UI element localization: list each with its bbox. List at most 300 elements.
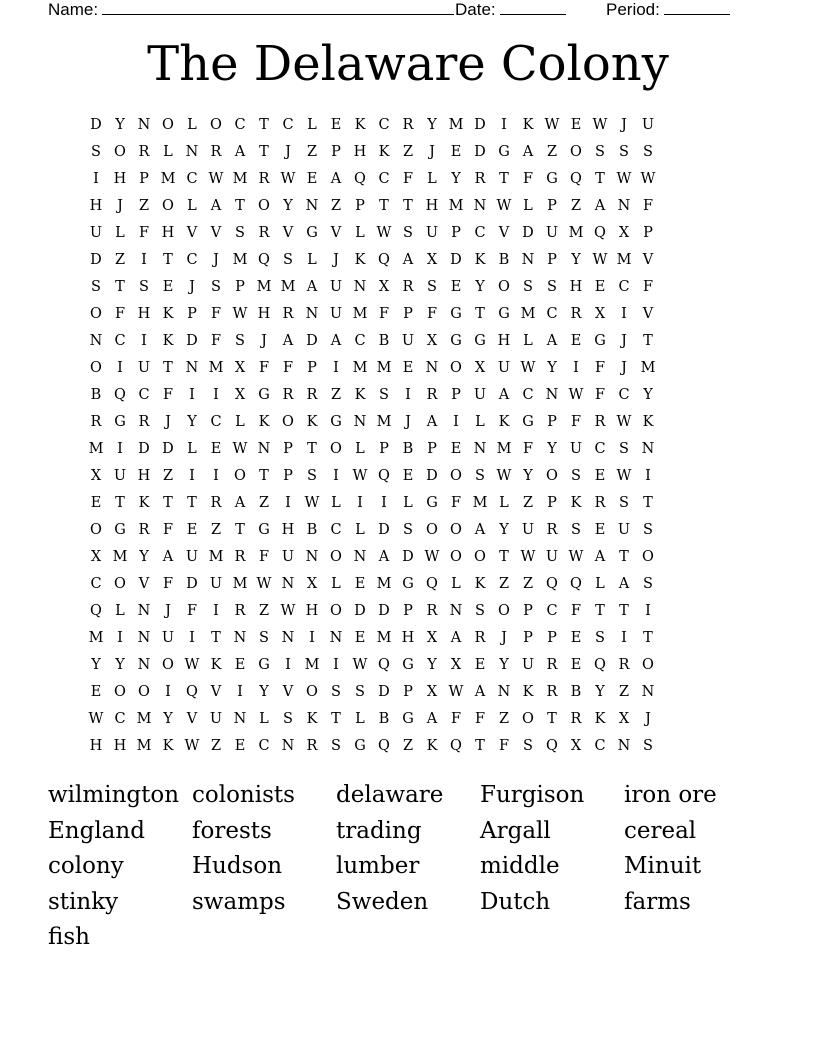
grid-letter[interactable]: M (136, 711, 152, 727)
grid-letter[interactable]: O (642, 549, 654, 565)
grid-letter[interactable]: Y (91, 657, 101, 673)
grid-letter[interactable]: X (570, 738, 582, 754)
grid-letter[interactable]: M (112, 549, 128, 565)
grid-letter[interactable]: P (139, 171, 149, 187)
grid-letter[interactable]: W (376, 225, 392, 241)
grid-letter[interactable]: Y (547, 441, 557, 457)
grid-letter[interactable]: H (305, 603, 319, 619)
grid-letter[interactable]: R (546, 522, 558, 538)
grid-letter[interactable]: X (426, 252, 438, 268)
grid-letter[interactable]: Y (499, 657, 509, 673)
grid-letter[interactable]: K (306, 414, 318, 430)
grid-letter[interactable]: U (545, 225, 559, 241)
grid-letter[interactable]: S (91, 144, 101, 160)
grid-letter[interactable]: Q (570, 171, 582, 187)
grid-letter[interactable]: N (329, 630, 343, 646)
grid-letter[interactable]: Q (546, 738, 558, 754)
grid-letter[interactable]: I (333, 657, 339, 673)
grid-letter[interactable]: W (544, 117, 560, 133)
grid-letter[interactable]: Z (138, 198, 150, 214)
grid-letter[interactable]: O (642, 657, 654, 673)
grid-letter[interactable]: I (189, 630, 195, 646)
grid-letter[interactable]: I (117, 630, 123, 646)
grid-letter[interactable]: D (90, 117, 102, 133)
grid-letter[interactable]: L (523, 333, 533, 349)
grid-letter[interactable]: D (186, 333, 198, 349)
grid-letter[interactable]: D (378, 522, 390, 538)
grid-letter[interactable]: V (186, 225, 198, 241)
grid-letter[interactable]: P (523, 630, 533, 646)
grid-letter[interactable]: R (618, 657, 630, 673)
grid-letter[interactable]: Q (90, 603, 102, 619)
grid-letter[interactable]: H (281, 522, 295, 538)
grid-letter[interactable]: P (283, 468, 293, 484)
grid-letter[interactable]: W (208, 171, 224, 187)
grid-letter[interactable]: B (570, 684, 582, 700)
grid-letter[interactable]: W (304, 495, 320, 511)
grid-letter[interactable]: A (426, 711, 438, 727)
grid-letter[interactable]: G (402, 657, 414, 673)
grid-letter[interactable]: T (163, 495, 173, 511)
grid-letter[interactable]: O (282, 414, 294, 430)
grid-letter[interactable]: E (570, 117, 582, 133)
grid-letter[interactable]: I (285, 657, 291, 673)
grid-letter[interactable]: L (163, 144, 173, 160)
period-field[interactable] (606, 0, 730, 19)
grid-letter[interactable]: R (402, 117, 414, 133)
grid-letter[interactable]: S (139, 279, 149, 295)
grid-letter[interactable]: J (621, 360, 627, 376)
grid-letter[interactable]: D (474, 144, 486, 160)
grid-letter[interactable]: D (402, 549, 414, 565)
grid-letter[interactable]: O (90, 522, 102, 538)
grid-letter[interactable]: J (645, 711, 651, 727)
grid-letter[interactable]: P (523, 603, 533, 619)
grid-letter[interactable]: W (616, 414, 632, 430)
grid-letter[interactable]: G (114, 522, 126, 538)
grid-letter[interactable]: S (235, 225, 245, 241)
grid-letter[interactable]: F (210, 333, 222, 349)
grid-letter[interactable]: M (232, 171, 248, 187)
grid-letter[interactable]: N (305, 306, 319, 322)
grid-letter[interactable]: S (571, 522, 581, 538)
grid-letter[interactable]: T (211, 630, 221, 646)
grid-letter[interactable]: T (475, 306, 485, 322)
grid-letter[interactable]: W (280, 603, 296, 619)
grid-letter[interactable]: S (235, 333, 245, 349)
grid-letter[interactable]: H (569, 279, 583, 295)
grid-letter[interactable]: Q (186, 684, 198, 700)
grid-letter[interactable]: J (429, 144, 435, 160)
grid-letter[interactable]: M (568, 225, 584, 241)
grid-letter[interactable]: S (283, 252, 293, 268)
grid-letter[interactable]: W (568, 549, 584, 565)
grid-letter[interactable]: V (210, 225, 222, 241)
grid-letter[interactable]: P (307, 360, 317, 376)
grid-letter[interactable]: E (450, 441, 462, 457)
grid-letter[interactable]: Q (378, 468, 390, 484)
grid-letter[interactable]: Q (114, 387, 126, 403)
grid-letter[interactable]: S (379, 387, 389, 403)
grid-letter[interactable]: F (570, 414, 582, 430)
grid-letter[interactable]: N (353, 414, 367, 430)
grid-letter[interactable]: C (378, 117, 390, 133)
grid-letter[interactable]: M (256, 279, 272, 295)
grid-letter[interactable]: J (117, 198, 123, 214)
grid-letter[interactable]: T (331, 711, 341, 727)
grid-letter[interactable]: K (642, 414, 654, 430)
date-field[interactable] (455, 0, 566, 19)
grid-letter[interactable]: Y (595, 684, 605, 700)
grid-letter[interactable]: I (237, 684, 243, 700)
grid-letter[interactable]: H (353, 144, 367, 160)
grid-letter[interactable]: I (621, 306, 627, 322)
grid-letter[interactable]: L (331, 495, 341, 511)
grid-letter[interactable]: I (573, 360, 579, 376)
grid-letter[interactable]: G (498, 144, 510, 160)
grid-letter[interactable]: R (210, 144, 222, 160)
grid-letter[interactable]: T (643, 630, 653, 646)
grid-letter[interactable]: F (522, 441, 534, 457)
grid-letter[interactable]: A (426, 414, 438, 430)
grid-letter[interactable]: M (472, 495, 488, 511)
grid-letter[interactable]: P (547, 252, 557, 268)
grid-letter[interactable]: A (402, 252, 414, 268)
grid-letter[interactable]: Q (594, 657, 606, 673)
grid-letter[interactable]: U (209, 576, 223, 592)
grid-letter[interactable]: S (547, 279, 557, 295)
grid-letter[interactable]: T (307, 441, 317, 457)
grid-letter[interactable]: Z (402, 738, 414, 754)
grid-letter[interactable]: Z (330, 387, 342, 403)
grid-letter[interactable]: K (354, 252, 366, 268)
grid-letter[interactable]: Z (306, 144, 318, 160)
grid-letter[interactable]: I (405, 387, 411, 403)
grid-letter[interactable]: G (402, 711, 414, 727)
grid-letter[interactable]: N (641, 684, 655, 700)
grid-letter[interactable]: M (520, 306, 536, 322)
grid-letter[interactable]: S (643, 522, 653, 538)
grid-letter[interactable]: C (114, 711, 126, 727)
grid-letter[interactable]: W (616, 468, 632, 484)
grid-letter[interactable]: Z (210, 738, 222, 754)
grid-letter[interactable]: L (355, 225, 365, 241)
grid-letter[interactable]: I (165, 684, 171, 700)
grid-letter[interactable]: R (570, 711, 582, 727)
grid-letter[interactable]: U (113, 468, 127, 484)
grid-letter[interactable]: J (621, 117, 627, 133)
grid-letter[interactable]: E (234, 657, 246, 673)
grid-letter[interactable]: K (306, 711, 318, 727)
grid-letter[interactable]: O (162, 117, 174, 133)
grid-letter[interactable]: A (594, 198, 606, 214)
grid-letter[interactable]: D (138, 441, 150, 457)
grid-letter[interactable]: R (594, 414, 606, 430)
grid-letter[interactable]: N (137, 603, 151, 619)
grid-letter[interactable]: F (522, 171, 534, 187)
grid-letter[interactable]: P (187, 306, 197, 322)
grid-letter[interactable]: C (474, 225, 486, 241)
grid-letter[interactable]: L (523, 198, 533, 214)
grid-letter[interactable]: O (522, 711, 534, 727)
grid-letter[interactable]: P (547, 630, 557, 646)
grid-letter[interactable]: P (355, 198, 365, 214)
grid-letter[interactable]: F (450, 711, 462, 727)
grid-letter[interactable]: M (448, 198, 464, 214)
grid-letter[interactable]: K (162, 333, 174, 349)
grid-letter[interactable]: O (162, 657, 174, 673)
grid-letter[interactable]: F (450, 495, 462, 511)
grid-letter[interactable]: E (210, 441, 222, 457)
grid-letter[interactable]: W (184, 657, 200, 673)
grid-letter[interactable]: N (137, 630, 151, 646)
grid-letter[interactable]: S (643, 738, 653, 754)
grid-letter[interactable]: A (474, 522, 486, 538)
grid-letter[interactable]: R (258, 171, 270, 187)
grid-letter[interactable]: G (450, 333, 462, 349)
grid-letter[interactable]: T (163, 252, 173, 268)
grid-letter[interactable]: T (499, 171, 509, 187)
grid-letter[interactable]: E (450, 144, 462, 160)
grid-letter[interactable]: E (330, 117, 342, 133)
grid-letter[interactable]: T (163, 360, 173, 376)
grid-letter[interactable]: X (426, 630, 438, 646)
grid-letter[interactable]: V (642, 306, 654, 322)
grid-letter[interactable]: U (329, 279, 343, 295)
grid-letter[interactable]: P (235, 279, 245, 295)
grid-letter[interactable]: S (91, 279, 101, 295)
grid-letter[interactable]: M (376, 630, 392, 646)
grid-letter[interactable]: D (354, 603, 366, 619)
grid-letter[interactable]: Y (523, 468, 533, 484)
grid-letter[interactable]: M (448, 117, 464, 133)
grid-letter[interactable]: T (643, 495, 653, 511)
grid-letter[interactable]: V (282, 684, 294, 700)
grid-letter[interactable]: W (256, 576, 272, 592)
grid-letter[interactable]: I (333, 468, 339, 484)
grid-letter[interactable]: Z (162, 468, 174, 484)
grid-letter[interactable]: Z (522, 576, 534, 592)
grid-letter[interactable]: P (451, 387, 461, 403)
grid-letter[interactable]: E (594, 279, 606, 295)
grid-letter[interactable]: F (258, 549, 270, 565)
grid-letter[interactable]: C (282, 117, 294, 133)
grid-letter[interactable]: H (89, 198, 103, 214)
grid-letter[interactable]: O (258, 198, 270, 214)
grid-letter[interactable]: M (232, 576, 248, 592)
grid-letter[interactable]: Z (498, 576, 510, 592)
grid-letter[interactable]: O (114, 576, 126, 592)
grid-letter[interactable]: R (138, 144, 150, 160)
grid-letter[interactable]: L (595, 576, 605, 592)
grid-letter[interactable]: O (474, 549, 486, 565)
grid-letter[interactable]: N (281, 630, 295, 646)
grid-letter[interactable]: M (208, 360, 224, 376)
grid-letter[interactable]: W (232, 441, 248, 457)
grid-letter[interactable]: Q (426, 576, 438, 592)
grid-letter[interactable]: L (259, 711, 269, 727)
grid-letter[interactable]: C (618, 387, 630, 403)
grid-letter[interactable]: B (378, 711, 390, 727)
grid-letter[interactable]: Y (643, 387, 653, 403)
grid-letter[interactable]: N (233, 630, 247, 646)
grid-letter[interactable]: E (570, 657, 582, 673)
grid-letter[interactable]: I (645, 468, 651, 484)
grid-letter[interactable]: Y (427, 657, 437, 673)
grid-letter[interactable]: C (258, 738, 270, 754)
grid-letter[interactable]: S (475, 468, 485, 484)
grid-letter[interactable]: N (233, 711, 247, 727)
grid-letter[interactable]: M (352, 306, 368, 322)
grid-letter[interactable]: J (261, 333, 267, 349)
grid-letter[interactable]: Z (258, 495, 270, 511)
grid-letter[interactable]: M (208, 549, 224, 565)
grid-letter[interactable]: T (475, 738, 485, 754)
grid-letter[interactable]: O (138, 684, 150, 700)
grid-letter[interactable]: A (474, 684, 486, 700)
grid-letter[interactable]: K (426, 738, 438, 754)
grid-letter[interactable]: Y (547, 360, 557, 376)
grid-letter[interactable]: X (474, 360, 486, 376)
grid-letter[interactable]: A (498, 387, 510, 403)
grid-letter[interactable]: S (523, 738, 533, 754)
grid-letter[interactable]: Q (594, 225, 606, 241)
grid-letter[interactable]: I (141, 333, 147, 349)
grid-letter[interactable]: U (545, 549, 559, 565)
grid-letter[interactable]: E (402, 360, 414, 376)
grid-letter[interactable]: E (402, 468, 414, 484)
grid-letter[interactable]: S (595, 144, 605, 160)
grid-letter[interactable]: C (186, 171, 198, 187)
grid-letter[interactable]: D (306, 333, 318, 349)
grid-letter[interactable]: A (618, 576, 630, 592)
grid-letter[interactable]: B (402, 441, 414, 457)
grid-letter[interactable]: Z (258, 603, 270, 619)
grid-letter[interactable]: Z (114, 252, 126, 268)
grid-letter[interactable]: Q (546, 576, 558, 592)
grid-letter[interactable]: O (90, 306, 102, 322)
grid-letter[interactable]: Y (115, 657, 125, 673)
grid-letter[interactable]: L (187, 198, 197, 214)
grid-letter[interactable]: W (424, 549, 440, 565)
grid-letter[interactable]: E (354, 576, 366, 592)
grid-letter[interactable]: N (497, 684, 511, 700)
grid-letter[interactable]: E (162, 279, 174, 295)
name-blank-line[interactable] (102, 0, 454, 15)
grid-letter[interactable]: R (570, 306, 582, 322)
grid-letter[interactable]: V (330, 225, 342, 241)
grid-letter[interactable]: P (547, 495, 557, 511)
grid-letter[interactable]: G (402, 576, 414, 592)
grid-letter[interactable]: O (330, 603, 342, 619)
grid-letter[interactable]: H (113, 738, 127, 754)
grid-letter[interactable]: W (640, 171, 656, 187)
grid-letter[interactable]: H (89, 738, 103, 754)
grid-letter[interactable]: F (426, 306, 438, 322)
grid-letter[interactable]: L (187, 441, 197, 457)
grid-letter[interactable]: I (93, 171, 99, 187)
grid-letter[interactable]: N (425, 360, 439, 376)
grid-letter[interactable]: G (306, 225, 318, 241)
grid-letter[interactable]: S (571, 468, 581, 484)
grid-letter[interactable]: L (499, 495, 509, 511)
grid-letter[interactable]: P (643, 225, 653, 241)
grid-letter[interactable]: E (234, 738, 246, 754)
grid-letter[interactable]: R (426, 603, 438, 619)
grid-letter[interactable]: K (522, 684, 534, 700)
grid-letter[interactable]: S (643, 144, 653, 160)
grid-letter[interactable]: K (474, 576, 486, 592)
grid-letter[interactable]: I (501, 117, 507, 133)
grid-letter[interactable]: R (90, 414, 102, 430)
grid-letter[interactable]: A (162, 549, 174, 565)
grid-letter[interactable]: S (595, 630, 605, 646)
grid-letter[interactable]: S (403, 522, 413, 538)
grid-letter[interactable]: E (186, 522, 198, 538)
grid-letter[interactable]: C (354, 333, 366, 349)
grid-letter[interactable]: C (186, 252, 198, 268)
grid-letter[interactable]: E (594, 468, 606, 484)
grid-letter[interactable]: C (378, 171, 390, 187)
grid-letter[interactable]: R (234, 603, 246, 619)
grid-letter[interactable]: Y (451, 171, 461, 187)
grid-letter[interactable]: N (137, 657, 151, 673)
grid-letter[interactable]: L (331, 576, 341, 592)
grid-letter[interactable]: X (450, 657, 462, 673)
grid-letter[interactable]: U (137, 360, 151, 376)
grid-letter[interactable]: F (402, 171, 414, 187)
grid-letter[interactable]: X (618, 711, 630, 727)
grid-letter[interactable]: N (545, 387, 559, 403)
grid-letter[interactable]: E (90, 495, 102, 511)
grid-letter[interactable]: T (259, 468, 269, 484)
grid-letter[interactable]: U (569, 441, 583, 457)
grid-letter[interactable]: Y (163, 711, 173, 727)
grid-letter[interactable]: N (617, 198, 631, 214)
grid-letter[interactable]: M (640, 360, 656, 376)
grid-letter[interactable]: K (594, 711, 606, 727)
grid-letter[interactable]: W (496, 468, 512, 484)
grid-letter[interactable]: D (522, 225, 534, 241)
grid-letter[interactable]: L (427, 171, 437, 187)
grid-letter[interactable]: H (137, 468, 151, 484)
grid-letter[interactable]: F (162, 576, 174, 592)
grid-letter[interactable]: X (618, 225, 630, 241)
grid-letter[interactable]: U (209, 711, 223, 727)
grid-letter[interactable]: M (616, 252, 632, 268)
grid-letter[interactable]: T (259, 144, 269, 160)
grid-letter[interactable]: G (258, 387, 270, 403)
grid-letter[interactable]: R (594, 495, 606, 511)
grid-letter[interactable]: N (305, 549, 319, 565)
grid-letter[interactable]: O (210, 117, 222, 133)
grid-letter[interactable]: C (114, 333, 126, 349)
grid-letter[interactable]: U (521, 657, 535, 673)
grid-letter[interactable]: W (352, 657, 368, 673)
grid-letter[interactable]: A (450, 630, 462, 646)
grid-letter[interactable]: J (189, 279, 195, 295)
grid-letter[interactable]: P (403, 306, 413, 322)
grid-letter[interactable]: G (546, 171, 558, 187)
grid-letter[interactable]: K (210, 657, 222, 673)
grid-letter[interactable]: S (475, 603, 485, 619)
grid-letter[interactable]: W (568, 387, 584, 403)
grid-letter[interactable]: C (138, 387, 150, 403)
grid-letter[interactable]: L (187, 117, 197, 133)
grid-letter[interactable]: U (89, 225, 103, 241)
grid-letter[interactable]: W (520, 549, 536, 565)
grid-letter[interactable]: O (330, 549, 342, 565)
